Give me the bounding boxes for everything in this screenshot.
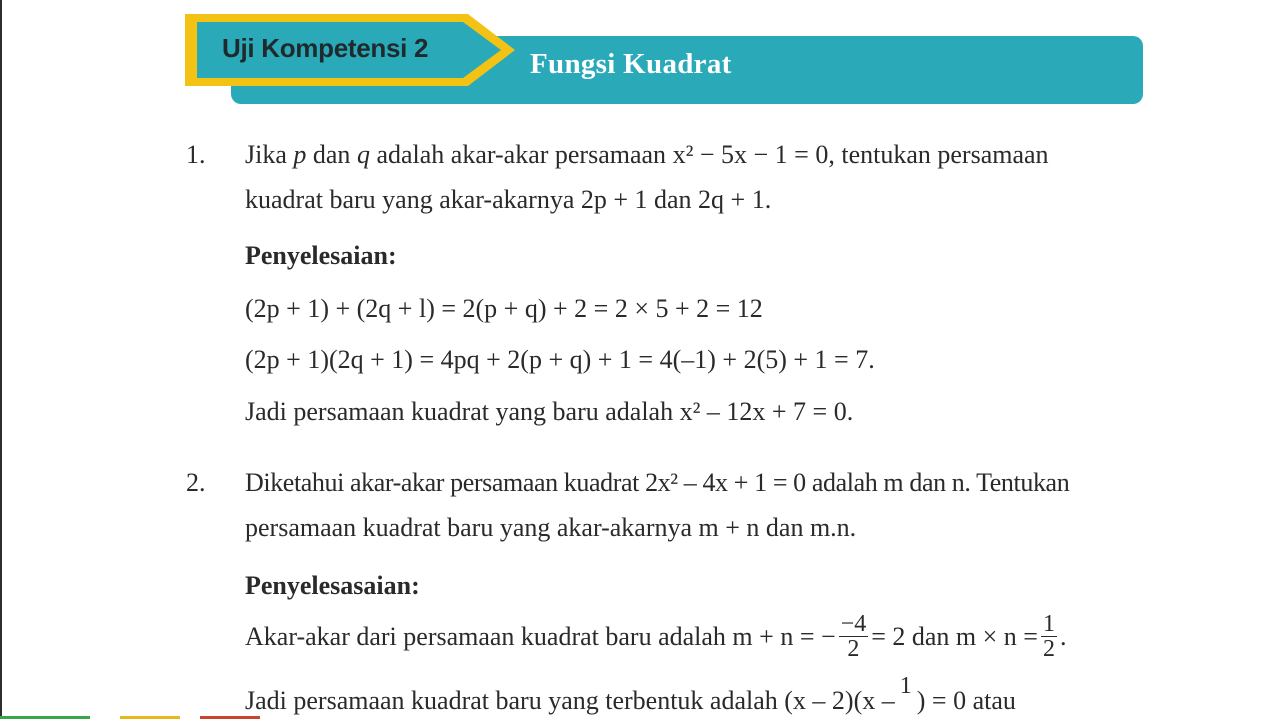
- problem-1-question-line-2: kuadrat baru yang akar-akarnya 2p + 1 dan 2q + 1.: [245, 185, 772, 214]
- p1-var-p: p: [293, 140, 307, 169]
- problem-2-solution-label: Penyelesasaian:: [245, 571, 420, 600]
- problem-1-question-line-1: [245, 140, 1049, 170]
- fraction-1-partial: [898, 674, 914, 698]
- problem-2-question-line-1: Diketahui akar-akar persamaan kuadrat 2x² – 4x + 1 = 0 adalah m dan n. Tentukan: [245, 468, 1070, 497]
- problem-1-conclusion: Jadi persamaan kuadrat yang baru adalah x² – 12x + 7 = 0.: [245, 397, 854, 426]
- page-edge-rule: [0, 0, 2, 719]
- problem-1-solution-label: Penyelesaian:: [245, 241, 397, 270]
- p1-var-q: q: [356, 140, 370, 169]
- section-badge-label: Uji Kompetensi 2: [222, 33, 429, 63]
- problem-1-step-1: (2p + 1) + (2q + l) = 2(p + q) + 2 = 2 × 5 + 2 = 12: [245, 294, 763, 323]
- p2-roots-text: Akar-akar dari persamaan kuadrat baru adalah m + n = −: [245, 621, 836, 651]
- p2-end-text: .: [1059, 621, 1067, 651]
- fraction-numerator: 1: [1042, 611, 1055, 637]
- problem-2-number: 2.: [186, 468, 206, 497]
- problem-2-roots-line: [245, 612, 1066, 661]
- p1-equation: x² − 5x − 1 = 0, tentukan persamaan: [672, 140, 1049, 169]
- fraction-numerator: 1: [899, 673, 912, 699]
- p2-mid-text: = 2 dan m × n =: [871, 621, 1038, 651]
- problem-2-last-line: [245, 673, 1016, 716]
- fraction-denominator: 2: [1042, 636, 1055, 662]
- p1-text-dan: dan: [306, 140, 357, 169]
- fraction-1-over-2: [1041, 612, 1057, 661]
- problem-1-number: 1.: [186, 140, 206, 169]
- problem-1-step-2: (2p + 1)(2q + 1) = 4pq + 2(p + q) + 1 = 4(–1) + 2(5) + 1 = 7.: [245, 345, 875, 374]
- problem-2-question-line-2: persamaan kuadrat baru yang akar-akarnya m + n dan m.n.: [245, 513, 857, 542]
- p2-last-text-a: Jadi persamaan kuadrat baru yang terbentuk adalah (x – 2)(x –: [245, 686, 895, 715]
- fraction-numerator: −4: [840, 611, 867, 637]
- fraction-denominator: 2: [839, 636, 869, 661]
- p1-text-b: adalah akar-akar persamaan: [369, 140, 673, 169]
- p1-text-a: Jika: [245, 140, 294, 169]
- chapter-title: Fungsi Kuadrat: [530, 48, 732, 80]
- p2-last-text-b: ) = 0 atau: [916, 686, 1016, 715]
- fraction-minus4-over-2: [839, 612, 869, 661]
